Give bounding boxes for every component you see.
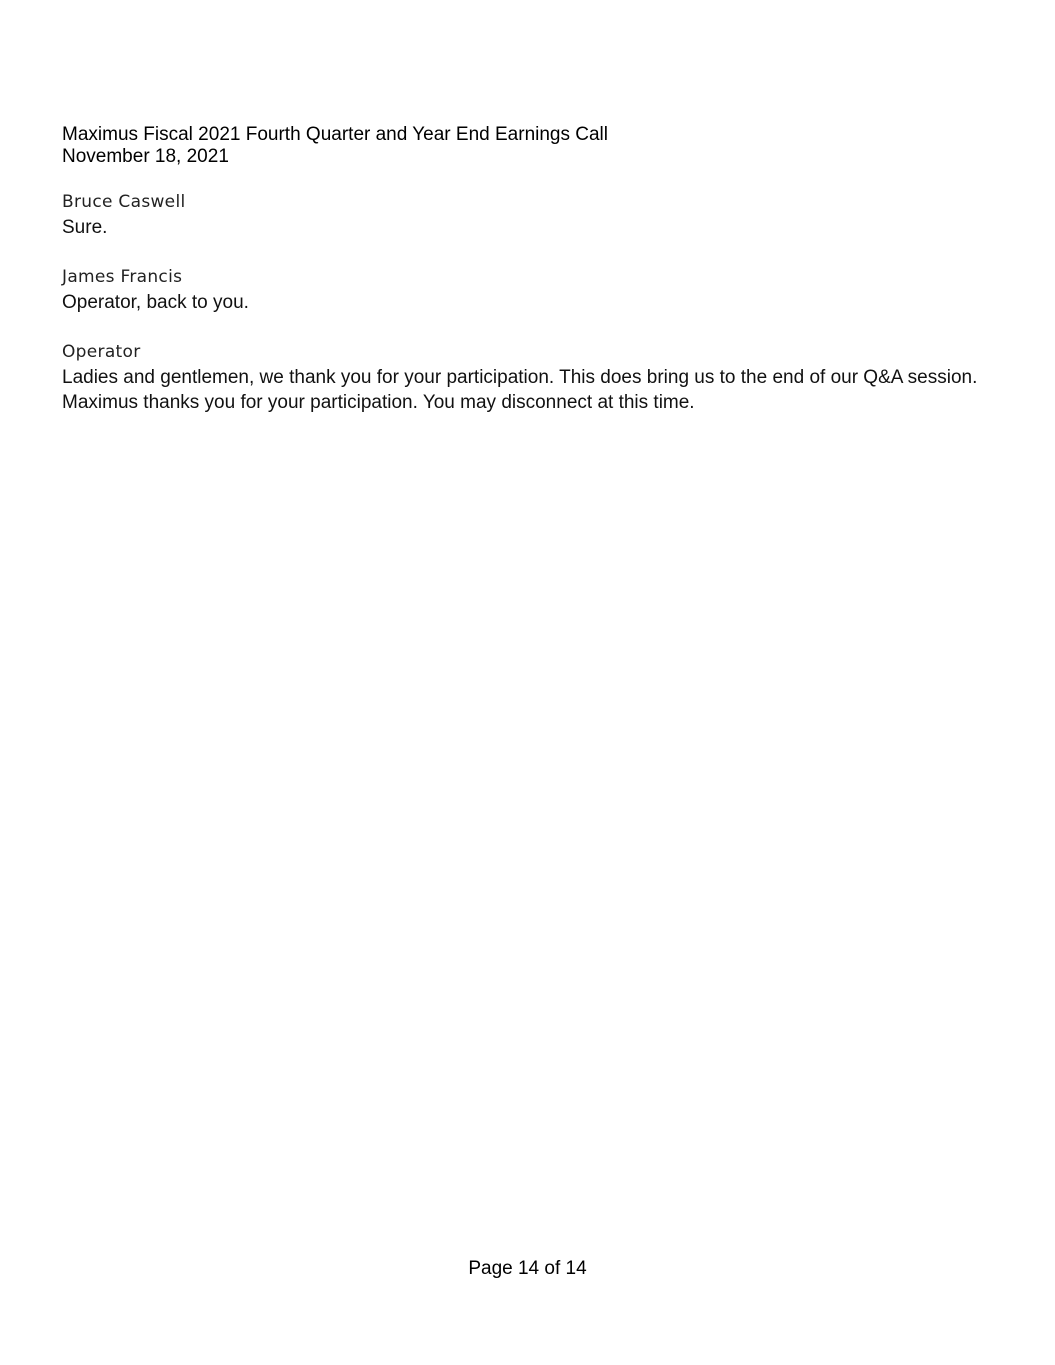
speech-line: Operator, back to you. bbox=[62, 292, 249, 313]
speech-line: Ladies and gentlemen, we thank you for your participation. This does bring us to the end of our Q&A session. bbox=[62, 367, 978, 388]
page-number: Page 14 of 14 bbox=[468, 1258, 587, 1279]
transcript-entry bbox=[62, 190, 1022, 240]
speech-line: Maximus thanks you for your participation. You may disconnect at this time. bbox=[62, 392, 695, 413]
document-header bbox=[62, 124, 608, 168]
document-title: Maximus Fiscal 2021 Fourth Quarter and Year End Earnings Call bbox=[62, 124, 608, 145]
speaker-name: Operator bbox=[62, 342, 141, 362]
speaker-name: James Francis bbox=[62, 267, 183, 287]
speech-line: Sure. bbox=[62, 217, 108, 238]
transcript bbox=[62, 190, 1022, 440]
speaker-name: Bruce Caswell bbox=[62, 192, 186, 212]
document-date: November 18, 2021 bbox=[62, 146, 229, 167]
transcript-entry bbox=[62, 265, 1022, 315]
transcript-entry bbox=[62, 340, 1022, 415]
